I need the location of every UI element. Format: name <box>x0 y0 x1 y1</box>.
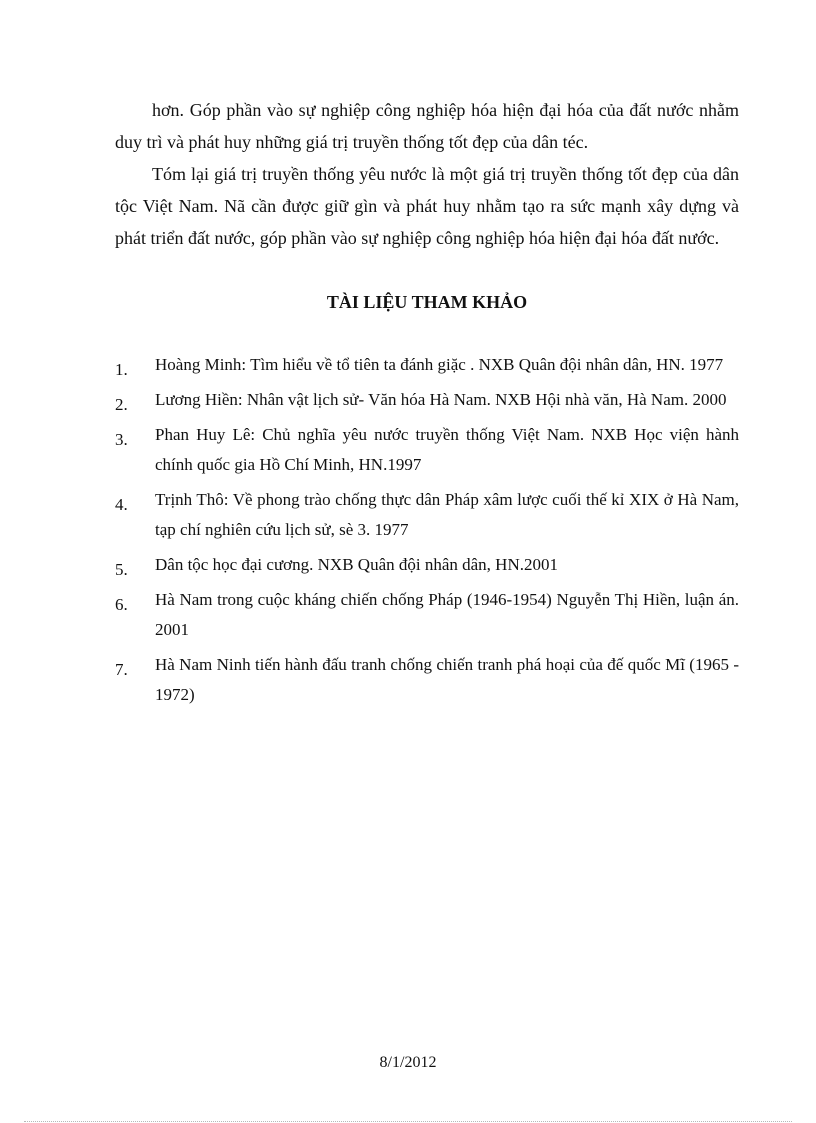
references-heading: TÀI LIỆU THAM KHẢO <box>326 292 528 312</box>
reference-item <box>115 350 739 380</box>
reference-number: 3. <box>115 430 128 449</box>
reference-text: Trịnh Thô: Về phong trào chống thực dân Pháp xâm lược cuối thế kỉ XIX ở Hà Nam, tạp chí nghiên cứu lịch sử, sè 3. 1977 <box>155 490 739 539</box>
reference-number: 4. <box>115 495 128 514</box>
reference-item <box>115 420 739 480</box>
reference-item <box>115 650 739 710</box>
reference-item <box>115 385 739 415</box>
reference-item <box>115 585 739 645</box>
footer-date: 8/1/2012 <box>379 1054 437 1071</box>
references-list <box>115 350 739 715</box>
page-bottom-divider <box>24 1121 792 1122</box>
paragraph-1: hơn. Góp phần vào sự nghiệp công nghiệp hóa hiện đại hóa của đất nước nhằm duy trì và phát huy những giá trị truyền thống tốt đẹp của dân téc. <box>115 100 739 152</box>
body-text <box>115 94 739 254</box>
reference-number: 2. <box>115 395 128 414</box>
reference-text: Hoàng Minh: Tìm hiểu về tổ tiên ta đánh giặc . NXB Quân đội nhân dân, HN. 1977 <box>155 355 724 374</box>
reference-text: Phan Huy Lê: Chủ nghĩa yêu nước truyền thống Việt Nam. NXB Học viện hành chính quốc gia Hồ Chí Minh, HN.1997 <box>155 425 739 474</box>
reference-number: 1. <box>115 360 128 379</box>
reference-text: Hà Nam Ninh tiến hành đấu tranh chống chiến tranh phá hoại của đế quốc Mĩ (1965 - 1972) <box>155 655 739 704</box>
reference-number: 7. <box>115 660 128 679</box>
reference-item <box>115 550 739 580</box>
reference-text: Hà Nam trong cuộc kháng chiến chống Pháp (1946-1954) Nguyễn Thị Hiền, luận án. 2001 <box>155 590 739 639</box>
paragraph-2: Tóm lại giá trị truyền thống yêu nước là một giá trị truyền thống tốt đẹp của dân tộc Việt Nam. Nã cần được giữ gìn và phát huy nhằm tạo ra sức mạnh xây dựng và phát triển đất nước, góp phần vào sự nghiệp công nghiệp hóa hiện đại hóa đất nước. <box>115 164 739 248</box>
reference-text: Lương Hiền: Nhân vật lịch sử- Văn hóa Hà Nam. NXB Hội nhà văn, Hà Nam. 2000 <box>155 390 727 409</box>
reference-item <box>115 485 739 545</box>
reference-number: 5. <box>115 560 128 579</box>
reference-text: Dân tộc học đại cương. NXB Quân đội nhân dân, HN.2001 <box>155 555 558 574</box>
reference-number: 6. <box>115 595 128 614</box>
